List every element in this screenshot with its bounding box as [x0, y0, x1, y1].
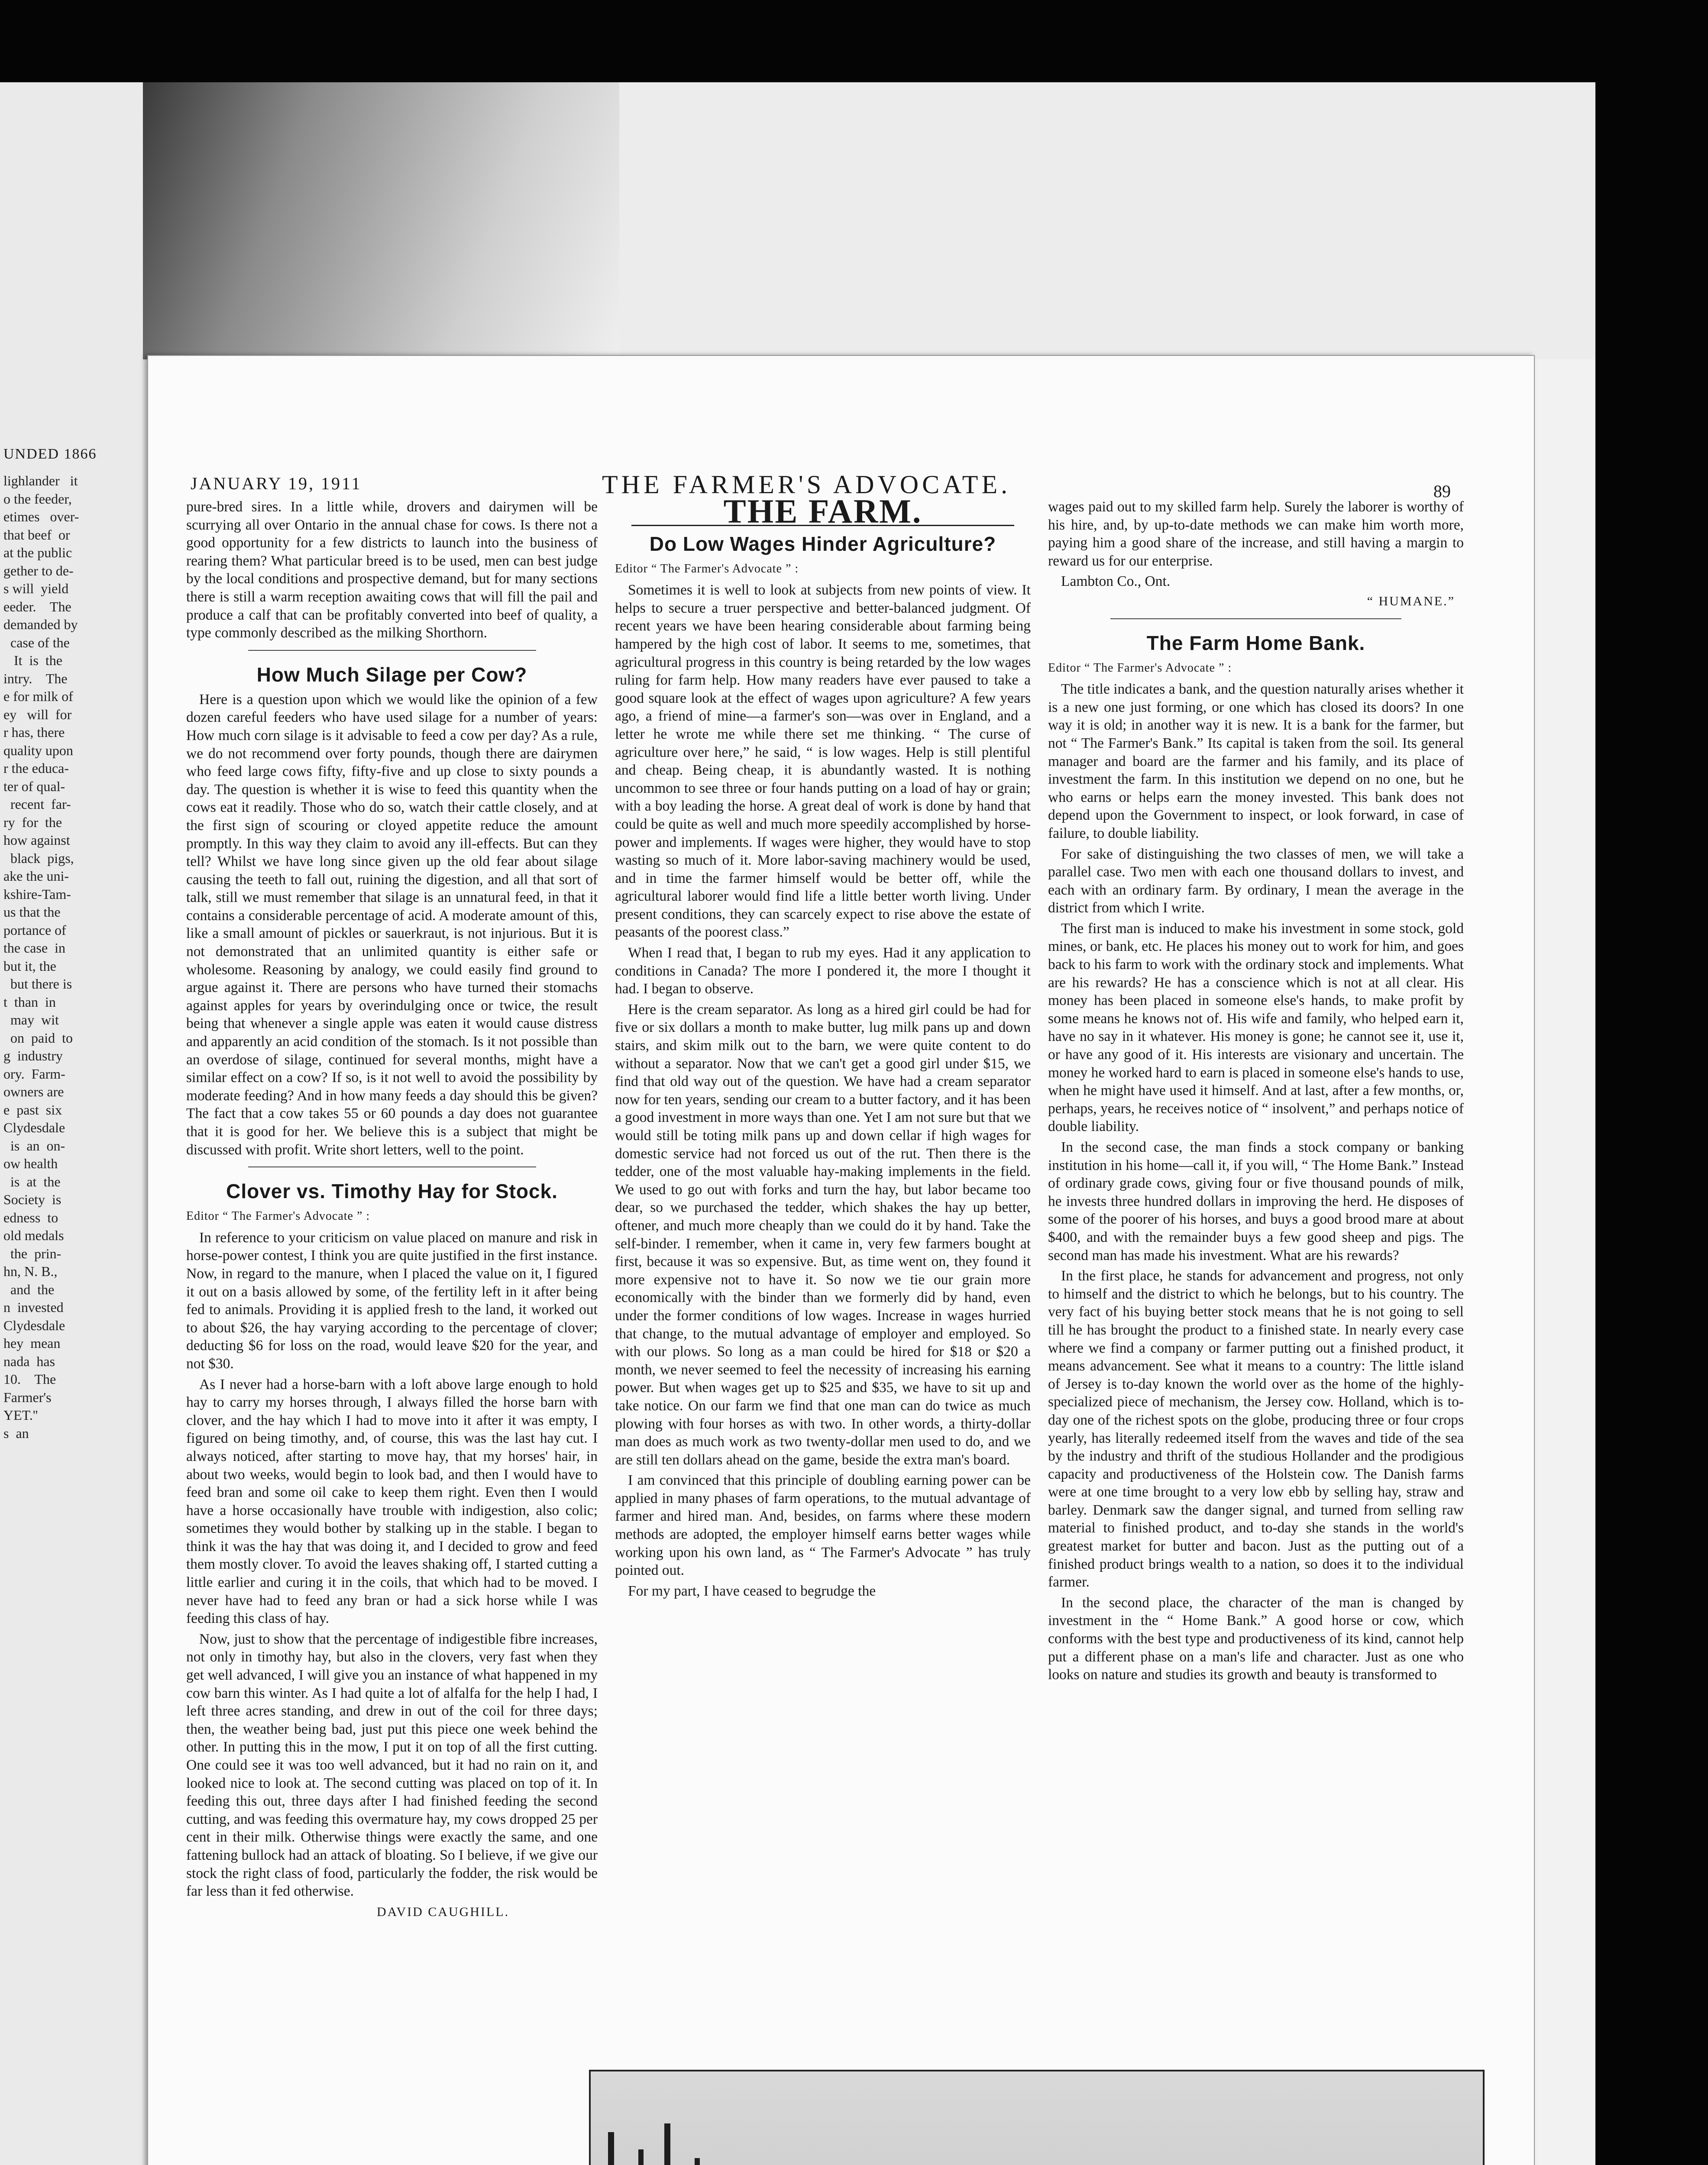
previous-page-line: portance of — [3, 922, 66, 938]
article-text: In reference to your criticism on value placed on manure and risk in horse-power contest, I think you are quite justified in the first instance. Now, in regard to the manure, when I placed the value on it, I figured it out on a basis allowed by some, of the fertility left in it after being fed to animals. Providing it is applied fresh to the land, it worked out to about $26, the hay varying according to the percentage of clover; deducting $6 for loss on the road, would leave $20 for the year, and not $30. — [186, 1229, 598, 1372]
previous-page-line: black pigs, — [3, 850, 74, 866]
previous-page-line: intry. The — [3, 670, 68, 686]
previous-page-line: is at the — [3, 1173, 61, 1189]
previous-page-line: o the feeder, — [3, 491, 72, 507]
section-title: THE FARM. — [723, 492, 922, 530]
article-title: How Much Silage per Cow? — [256, 663, 527, 686]
editor-line: Editor “ The Farmer's Advocate ” : — [615, 562, 799, 575]
previous-page-line: g industry — [3, 1048, 63, 1063]
previous-page-line: edness to — [3, 1209, 58, 1225]
previous-page-line: ake the uni- — [3, 868, 69, 884]
previous-page-line: t than in — [3, 994, 56, 1010]
farmstead-photo — [589, 2070, 1485, 2165]
divider — [248, 650, 536, 651]
previous-page-line: case of the — [3, 634, 70, 650]
author-signature: DAVID CAUGHILL. — [377, 1904, 510, 1919]
author-location: Lambton Co., Ont. — [1061, 573, 1171, 590]
previous-page-line: the prin- — [3, 1245, 61, 1261]
page-number: 89 — [1433, 481, 1451, 501]
previous-page-line: ow health — [3, 1156, 58, 1171]
article-text: For my part, I have ceased to begrudge the — [628, 1583, 876, 1599]
previous-page-line: the case in — [3, 940, 66, 956]
article-text: Sometimes it is well to look at subjects from new points of view. It helps to secure a truer perspective and better-balanced judgment. Of recent years we have been hearing considerable about farming being hampered by the high cost of labor. It seems to me, sometimes, that agricultural progress in this country is being retarded by the low wages ruling for farm help. How many readers have ever paused to take a good square look at the effect of wages upon agriculture? A few years ago, a friend of mine—a farmer's son—was over in England, and a letter he wrote me while there set me thinking. “ The curse of agriculture over here,” he said, “ is low wages. Help is still plentiful and cheap. Being cheap, it is abundantly wasted. It is nothing uncommon to see three or four hands putting on a load of hay or grain; with a boy leading the horse. A great deal of work is done by hand that could be quite as well and much more speedily accomplished by horse-power and implements. If wages were higher, they would have to stop wasting so much of it. More labor-saving machinery would be used, and in time the farmer himself would be better off, while the agricultural laborer would find life a little better worth living. Under present conditions, they can scarcely expect to rise above the estate of peasants of the poorest class.” — [615, 582, 1031, 940]
column-3 — [1048, 498, 1464, 1687]
previous-page-line: YET.'' — [3, 1407, 38, 1423]
previous-page-line: demanded by — [3, 617, 78, 632]
article-text: As I never had a horse-barn with a loft above large enough to hold hay to carry my horses through, I always filled the horse barn with clover, and the hay which I had to move into it after it was empty, I figured on being timothy, and, of course, this was the last hay cut. I always noticed, after starting to move hay, that my horses' hair, in about two weeks, would begin to look bad, and then I would have to feed bran and some oil cake to keep them right. Even then I would have a horse occasionally have trouble with indigestion, also colic; sometimes they would bother by stalking up in the stable. I began to think it was the hay that was doing it, and I decided to grow and feed them mostly clover. To avoid the leaves shaking off, I started cutting a little earlier and curing it in the coils, that which had to be moved. I never have had to feed any bran or had a sick horse while I was feeding this class of hay. — [186, 1376, 598, 1627]
previous-page-line: at the public — [3, 545, 72, 560]
previous-page-line: s will yield — [3, 581, 69, 596]
previous-page-line: hn, N. B., — [3, 1263, 58, 1279]
article-title: The Farm Home Bank. — [1146, 631, 1365, 654]
article-text: wages paid out to my skilled farm help. Surely the laborer is worthy of his hire, and, by up-to-date methods we can make him worth more, paying him a good share of the increase, and still having a margin to reward us for our enterprise. — [1048, 499, 1464, 569]
editor-line: Editor “ The Farmer's Advocate ” : — [186, 1209, 370, 1223]
previous-page-line: 10. The — [3, 1371, 56, 1387]
previous-page-header: UNDED 1866 — [3, 446, 97, 462]
article-text: For sake of distinguishing the two classes of men, we will take a parallel case. Two men with each one thousand dollars to invest, and each with an ordinary farm. By ordinary, I mean the average in the district from which I write. — [1048, 846, 1464, 916]
author-signature: “ HUMANE.” — [1367, 594, 1455, 608]
previous-page-line: etimes over- — [3, 509, 79, 524]
previous-page-line: may wit — [3, 1012, 59, 1028]
article-text: In the first place, he stands for advancement and progress, not only to himself and the district to which he belongs, but to his country. The very fact of his buying better stock means that he is not going to sell till he has brought the product to a finished state. In nearly every case where we find a company or farmer putting out a finished product, it means advancement. See what it means to a country: The little island of Jersey is to-day known the world over as the home of the highly-specialized piece of mechanism, the Jersey cow. Holland, which is to-day one of the richest spots on the globe, producing three or four crops yearly, has literally redeemed itself from the waves and tide of the sea by the industry and thrift of the studious Hollander and the prodigious capacity and productiveness of the Holstein cow. The Danish farms were at one time brought to a very low ebb by selling hay, straw and barley. Denmark saw the danger signal, and turned from selling raw material to finished product, and to-day she stands in the world's greatest market for butter and bacon. Just as the putting out of a finished product brings wealth to a nation, so does it to the individual farmer. — [1048, 1268, 1464, 1590]
previous-page-line: gether to de- — [3, 562, 74, 578]
article-text: Here is the cream separator. As long as a hired girl could be had for five or six dollars a month to make butter, lug milk pans up and down stairs, and skim milk out to the barn, we were quite content to do without a separator. Now that we can't get a good girl under $15, we find that old way out of the question. We have had a cream separator now for ten years, sending our cream to a butter factory, and it has been a good investment in more ways than one. Yet I am not sure but that we would still be toting milk pans up and down cellar if high wages for domestic service had not forced us out of the rut. Then there is the tedder, one of the most valuable hay-making implements in the field. We used to go out with forks and turn the hay, but labor became too dear, so we purchased the tedder, which shakes the hay up better, oftener, and much more cheaply than we could do it by hand. Take the self-binder. I remember, when it came in, very few farmers bought at first, because it was so expensive. But, as time went on, they found it more expensive not to have it. So now we tie our grain more economically with the binder than we formerly did by hand, even under the former conditions of low wages. Increase in wages hurried that change, to the mutual advantage of employer and employed. So with our plows. So long as a man could be hired for $18 or $20 a month, we never seemed to feel the necessity of increasing his earning power. But when wages get up to $25 and $35, we have to sit up and take notice. On our farm we find that one man can do twice as much plowing with four horses as with two. In other words, a thirty-dollar man does as much work as two twenty-dollar men used to do, and we are still ten dollars ahead on the game, beside the extra man's board. — [615, 1001, 1031, 1468]
previous-page-line: that beef or — [3, 527, 70, 543]
column-1 — [186, 498, 598, 1923]
previous-page-line: nada has — [3, 1353, 55, 1369]
previous-page-line: s an — [3, 1425, 29, 1441]
column-2 — [615, 492, 1031, 1603]
previous-page-line: kshire-Tam- — [3, 886, 71, 902]
film-border-right — [1595, 0, 1708, 2165]
previous-page-line: It is the — [3, 653, 62, 668]
previous-page-line: and the — [3, 1281, 55, 1297]
previous-page-line: but there is — [3, 976, 72, 992]
issue-date: JANUARY 19, 1911 — [191, 474, 362, 493]
previous-page-line: e past six — [3, 1102, 62, 1118]
previous-page-line: recent far- — [3, 796, 71, 812]
previous-page-line: r the educa- — [3, 760, 69, 776]
previous-page-line: Farmer's — [3, 1389, 52, 1405]
article-text: The title indicates a bank, and the question naturally arises whether it is a new one just forming, or one which has closed its doors? In one way it is old; in another way it is new. It is a bank for the farmer, but not “ The Farmer's Bank.” Its capital is taken from the soil. Its general manager and board are the farmer and his family, and its place of investment the farm. In this institution we depend on no one, but he who earns or helps earn the money invested. This bank does not depend upon the Government to inspect, or look forward, in case of failure, to double liability. — [1048, 681, 1464, 841]
previous-page-line: us that the — [3, 904, 61, 920]
masthead-title: THE FARMER'S ADVOCATE. — [602, 470, 1011, 499]
previous-page-line: Clydesdale — [3, 1317, 65, 1333]
previous-page-line: e for milk of — [3, 688, 73, 704]
previous-page-line: lighlander it — [3, 473, 78, 488]
previous-page-line: how against — [3, 832, 70, 848]
divider — [1110, 618, 1401, 619]
previous-page-line: ter of qual- — [3, 778, 65, 794]
film-border-top — [0, 0, 1708, 82]
previous-page-line: ey will for — [3, 706, 72, 722]
article-text: When I read that, I began to rub my eyes. Had it any application to conditions in Canada? The more I pondered it, the more I thought it had. I began to observe. — [615, 945, 1031, 997]
previous-page-line: hey mean — [3, 1335, 61, 1351]
previous-page-line: old medals — [3, 1228, 64, 1243]
article-title: Clover vs. Timothy Hay for Stock. — [226, 1180, 558, 1203]
previous-page-line: but it, the — [3, 958, 56, 974]
article-text: I am convinced that this principle of doubling earning power can be applied in many phases of farm operations, to the mutual advantage of farmer and hired man. And, besides, on farms where these modern methods are adopted, the employer himself earns better wages while working upon his own land, as “ The Farmer's Advocate ” has truly pointed out. — [615, 1472, 1031, 1579]
page-curl-shadow — [143, 82, 619, 359]
previous-page-line: r has, there — [3, 724, 65, 740]
farmstead-photo-illustration — [591, 2071, 1483, 2165]
article-text: Here is a question upon which we would like the opinion of a few dozen careful feeders who have used silage for a number of years: How much corn silage is it advisable to feed a cow per day? As a rule, we do not recommend over forty pounds, though there are dairymen who feed large cows fifty, fifty-five and up close to sixty pounds a day. The question is whether it is wise to feed this quantity when the cows eat it readily. Those who do so, watch their cattle closely, and at the first sign of scouring or cloyed appetite reduce the amount promptly. In this way they claim to avoid any ill-effects. But can they tell? Whilst we have long since given up the old fear about silage causing the teeth to fall out, ruining the digestion, and all that sort of talk, still we must remember that silage is an unnatural feed, in that it contains a considerable percentage of acid. A moderate amount of this, like a small amount of pickles or sauerkraut, is not injurious. But it is not demonstrated that an unlimited quantity is either safe or wholesome. Reasoning by analogy, we could easily find ground to argue against it. There are persons who have turned their stomachs against apples for years by overindulging once or twice, the result being that whenever a single apple was eaten it would cause distress and apparently an acid condition of the stomach. Is it not possible than an overdose of silage, continued for several months, might have a similar effect on a cow? If so, is it not well to avoid the possibility by moderate feeding? And in how many feeds a day should this be given? The fact that a cow takes 55 or 60 pounds a day does not guarantee that it is good for her. We believe this is a subject that might be discussed with profit. Write short letters, well to the point. — [186, 691, 598, 1158]
previous-page-line: ry for the — [3, 814, 62, 830]
article-text: pure-bred sires. In a little while, drovers and dairymen will be scurrying all over Ontario in the annual chase for cows. Is there not a good opportunity for a few districts to launch into the business of rearing them? What particular breed is to be used, men can best judge by the local conditions and prospective demand, but for many sections there is still a warm reception awaiting cows that will fill the pail and produce a calf that can be profitably converted into beef of quality, a type commonly described as the milking Shorthorn. — [186, 499, 598, 641]
article-title: Do Low Wages Hinder Agriculture? — [649, 532, 996, 555]
blank-margin — [619, 82, 1595, 359]
article-text: In the second case, the man finds a stock company or banking institution in his home—call it, if you will, “ The Home Bank.” Instead of ordinary grade cows, giving four or five thousand pounds of milk, he invests three hundred dollars in improving the herd. He disposes of some of the poorer of his horses, and buys a good brood mare at about $400, and with the remainder buys a few good sheep and pigs. The second man has made his investment. What are his rewards? — [1048, 1139, 1464, 1263]
editor-line: Editor “ The Farmer's Advocate ” : — [1048, 661, 1232, 675]
previous-page-line: eeder. The — [3, 598, 71, 614]
previous-page-line: is an on- — [3, 1137, 65, 1154]
previous-page-line: on paid to — [3, 1030, 73, 1046]
article-text: The first man is induced to make his investment in some stock, gold mines, or bank, etc. He places his money out to work for him, and goes back to his farm to work with the ordinary stock and implements. What are his rewards? He has a conscience which is not at all clear. His money has been placed in someone else's hands, to make profit by some means he knows not of. His wife and family, who helped earn it, have no say in it whatever. His money is gone; he cannot see it, use it, or have any good of it. His interests are visionary and uncertain. The money he worked hard to earn is placed in someone else's hands to use, when he might have used it himself. And at last, after a few months, or, perhaps, years, he receives notice of “ insolvent,” and perhaps notice of double liability. — [1048, 920, 1464, 1135]
article-text: Now, just to show that the percentage of indigestible fibre increases, not only in timothy hay, but also in the clovers, very fast when they get well advanced, I will give you an instance of what happened in my cow barn this winter. As I had quite a lot of alfalfa for the help I had, I left three acres standing, and drew in out of the coil for three days; then, the weather being bad, just put this piece one week behind the other. In putting this in the mow, I put it on top of all the first cutting. One could see it was too well advanced, but it had no rain on it, and looked nice to look at. The second cutting was placed on top of it. In feeding this out, three days after I had finished feeding the second cutting, and was feeding this overmature hay, my cows dropped 25 per cent in their milk. Otherwise things were exactly the same, and one fattening bullock had an attack of bloating. So I believe, if we give our stock the right class of food, particularly the fodder, the risk would be far less than it fed otherwise. — [186, 1631, 598, 1900]
previous-page-line: owners are — [3, 1084, 64, 1099]
previous-page-line: ory. Farm- — [3, 1066, 65, 1082]
article-text: In the second place, the character of the man is changed by investment in the “ Home Bank.” A good horse or cow, which conforms with the best type and productiveness of its kind, cannot help put a different phase on a man's life and character. Just as one who looks on nature and studies its growth and beauty is transformed to — [1048, 1594, 1464, 1683]
previous-page-line: Clydesdale — [3, 1120, 65, 1135]
previous-page-line: Society is — [3, 1192, 61, 1207]
previous-page-line: quality upon — [3, 742, 73, 758]
previous-page-line: n invested — [3, 1299, 64, 1315]
